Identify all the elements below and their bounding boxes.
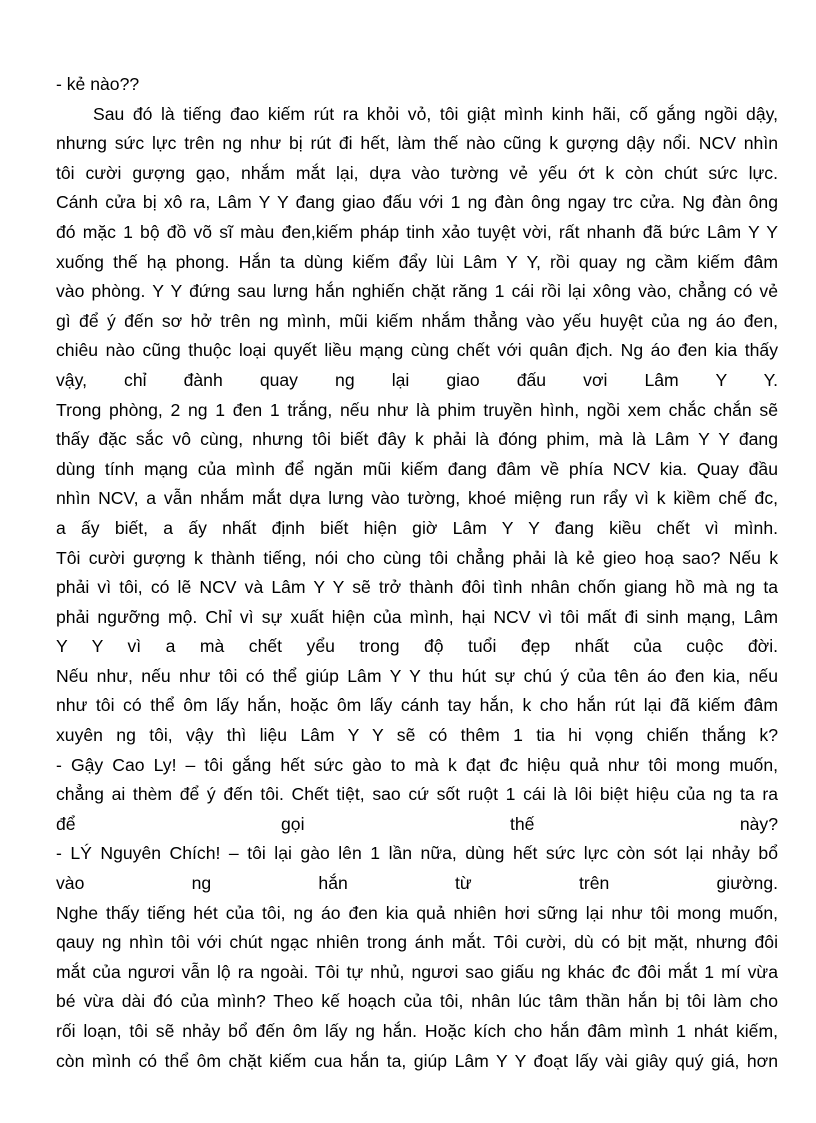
text-line: Sau đó là tiếng đao kiếm rút ra khỏi vỏ, tôi giật mình kinh hãi, cố gắng ngồi dậy, [93,103,778,124]
text-line: tôi cười gượng gạo, nhắm mắt lại, dựa vào tường vẻ yếu ớt k còn chút sức lực. [56,162,778,183]
text-line: vậy, chỉ đành quay ng lại giao đấu vơi Lâm Y Y. [56,369,778,390]
text-line: mắt của ngươi vẫn lộ ra ngoài. Tôi tự nhủ, ngươi sao giấu ng khác đc đôi mắt 1 mí vừa [56,961,778,982]
text-line: Nếu như, nếu như tôi có thể giúp Lâm Y Y thu hút sự chú ý của tên áo đen kia, nếu [56,665,778,686]
text-line: còn mình có thể ôm chặt kiếm cua hắn ta, giúp Lâm Y Y đoạt lấy vài giây quý giá, hơn [56,1050,778,1071]
text-line: xuyên ng tôi, vậy thì liệu Lâm Y Y sẽ có thêm 1 tia hi vọng chiến thắng k? [56,725,778,746]
text-line: Cánh cửa bị xô ra, Lâm Y Y đang giao đấu với 1 ng đàn ông ngay trc cửa. Ng đàn ông [56,192,778,213]
story-text [56,70,778,1076]
text-line: gì để ý đến sơ hở trên ng mình, mũi kiếm nhắm thẳng vào yếu huyệt của ng áo đen, [56,310,778,331]
text-line: Y Y vì a mà chết yểu trong độ tuổi đẹp nhất của cuộc đời. [56,636,778,657]
text-line: Trong phòng, 2 ng 1 đen 1 trắng, nếu như là phim truyền hình, ngồi xem chắc chắn sẽ [56,399,778,420]
text-line: - kẻ nào?? [56,74,140,94]
text-line: - Gậy Cao Ly! – tôi gắng hết sức gào to mà k đạt đc hiệu quả như tôi mong muốn, [56,754,778,775]
text-line: dùng tính mạng của mình để ngăn mũi kiếm đang đâm về phía NCV kia. Quay đầu [56,458,778,479]
text-line: nhưng sức lực trên ng như bị rút đi hết, làm thế nào cũng k gượng dậy nổi. NCV nhìn [56,133,778,154]
text-line: vào ng hắn từ trên giường. [56,873,778,894]
text-line: nhìn NCV, a vẫn nhắm mắt dựa lưng vào tường, khoé miệng run rẩy vì k kiềm chế đc, [56,488,778,509]
text-line: rối loạn, tôi sẽ nhảy bổ đến ôm lấy ng hắn. Hoặc kích cho hắn đâm mình 1 nhát kiếm, [56,1021,778,1041]
text-line: - LÝ Nguyên Chích! – tôi lại gào lên 1 lần nữa, dùng hết sức lực còn sót lại nhảy bổ [56,843,778,864]
text-line: vào phòng. Y Y đứng sau lưng hắn nghiến chặt răng 1 cái rồi lại xông vào, chẳng có vẻ [56,281,778,302]
text-line: chẳng ai thèm để ý đến tôi. Chết tiệt, sao cứ sốt ruột 1 cái là lôi biệt hiệu của ng ta ra [56,784,778,805]
text-line: thấy đặc sắc vô cùng, nhưng tôi biết đây k phải là đóng phim, mà là Lâm Y Y đang [56,429,778,450]
text-line: qauy ng nhìn tôi với chút ngạc nhiên trong ánh mắt. Tôi cười, dù có bịt mặt, nhưng đôi [56,932,778,953]
text-line: phải vì tôi, có lẽ NCV và Lâm Y Y sẽ trở thành đôi tình nhân chốn giang hồ mà ng ta [56,577,778,598]
text-line: bé vừa dài đó của mình? Theo kế hoạch của tôi, nhân lúc tâm thần hắn bị tôi làm cho [56,991,778,1012]
text-line: Nghe thấy tiếng hét của tôi, ng áo đen kia quả nhiên hơi sững lại như tôi mong muốn, [56,902,778,923]
text-line: như tôi có thể ôm lấy hắn, hoặc ôm lấy cánh tay hắn, k cho hắn rút lại đã kiếm đâm [56,695,778,716]
text-line: Tôi cười gượng k thành tiếng, nói cho cùng tôi chẳng phải là kẻ gieo hoạ sao? Nếu k [56,547,778,568]
text-line: phải ngưỡng mộ. Chỉ vì sự xuất hiện của mình, hại NCV vì tôi mất đi sinh mạng, Lâm [56,606,778,627]
text-line: a ấy biết, a ấy nhất định biết hiện giờ Lâm Y Y đang kiều chết vì mình. [56,517,778,538]
text-line: xuống thế hạ phong. Hắn ta dùng kiếm đẩy lùi Lâm Y Y, rồi quay ng cầm kiếm đâm [56,251,778,272]
text-line: để gọi thế này? [56,813,778,834]
text-line: đó mặc 1 bộ đồ võ sĩ màu đen,kiếm pháp tinh xảo tuyệt vời, rất nhanh đã bức Lâm Y Y [56,221,778,242]
text-line: chiêu nào cũng thuộc loại quyết liều mạng cùng chết với quân địch. Ng áo đen kia thấy [56,340,778,361]
